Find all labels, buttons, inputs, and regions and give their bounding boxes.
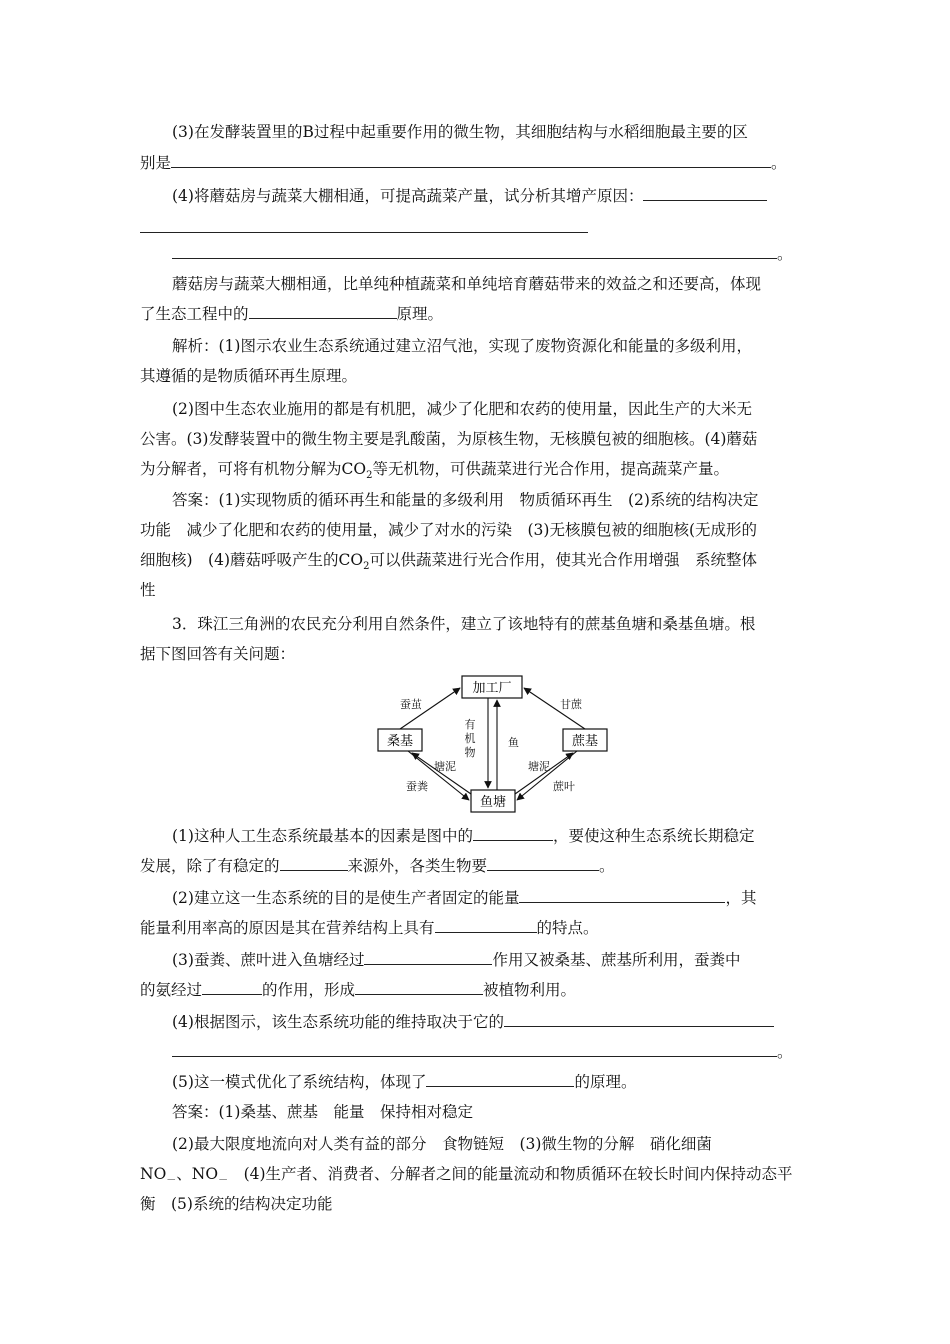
q2-part4-line1 <box>172 186 844 206</box>
q3-stem-line2: 据下图回答有关问题： <box>140 645 296 663</box>
q3-part2-line1 <box>172 888 844 908</box>
mud-label-left: 塘泥 <box>434 760 456 773</box>
q3-part1-line2 <box>140 856 812 876</box>
answer-blank <box>202 980 262 995</box>
silkworm-dung-label: 蚕粪 <box>406 780 428 793</box>
organic-label-2: 机 <box>464 732 476 745</box>
answer-blank <box>355 980 483 995</box>
answer2-line4: 性 <box>140 581 156 599</box>
answer2-line3 <box>140 550 812 577</box>
answer2-line3-post: 可以供蔬菜进行光合作用，使其光合作用增强 系统整体 <box>369 551 757 569</box>
q3-part5-post: 的原理。 <box>574 1073 637 1091</box>
analysis-line5-pre: 为分解者，可将有机物分解为CO <box>140 460 367 478</box>
sugarcane-box <box>563 729 607 751</box>
mud-label-right: 塘泥 <box>528 760 550 773</box>
q3-part3-line1 <box>172 950 844 970</box>
q2-part5-line2 <box>140 304 812 324</box>
q3-part2-line2 <box>140 918 812 938</box>
answer2-line1: 答案：(1)实现物质的循环再生和能量的多级利用 物质循环再生 (2)系统的结构决定 <box>172 491 759 509</box>
q3-part1-line1 <box>172 826 844 846</box>
mulberry-label: 桑基 <box>386 734 414 749</box>
answer3-sub1: － <box>166 1175 177 1187</box>
q3-part1b-pre: 发展，除了有稳定的 <box>140 857 280 875</box>
q2-part5-prefix: 了生态工程中的 <box>140 305 249 323</box>
mulberry-sugarcane-fishpond-diagram <box>370 672 620 818</box>
answer3-no2: 、NO <box>176 1165 219 1183</box>
q3-part2-pre: (2)建立这一生态系统的目的是使生产者固定的能量 <box>172 889 520 907</box>
q2-part4-text: (4)将蘑菇房与蔬菜大棚相通，可提高蔬菜产量，试分析其增产原因： <box>172 187 644 205</box>
analysis-line1: 解析：(1)图示农业生态系统通过建立沼气池，实现了废物资源化和能量的多级利用， <box>172 337 752 355</box>
q3-part4-line1 <box>172 1012 844 1032</box>
q3-part5-line <box>172 1072 844 1092</box>
q3-part1b-mid: 来源外，各类生物要 <box>347 857 488 875</box>
q3-part4-text: (4)根据图示，该生态系统功能的维持取决于它的 <box>172 1013 504 1031</box>
answer-blank <box>519 888 725 903</box>
pond-label: 鱼塘 <box>479 795 507 810</box>
mulberry-box <box>378 729 422 751</box>
analysis-line2: 其遵循的是物质循环再生原理。 <box>140 367 358 385</box>
period: 。 <box>777 245 793 263</box>
organic-label-1: 有 <box>464 718 476 731</box>
q2-part3-line2 <box>140 153 812 173</box>
answer3-line3 <box>140 1164 812 1191</box>
answer-blank <box>364 950 492 965</box>
answer-blank <box>172 244 777 259</box>
q3-part3-post: 作用又被桑基、蔗基所利用，蚕粪中 <box>492 951 741 969</box>
answer-blank <box>643 186 767 201</box>
pond-box <box>471 790 515 812</box>
cocoon-label: 蚕茧 <box>400 698 422 711</box>
q2-part5-suffix: 原理。 <box>396 305 444 323</box>
cane-label: 甘蔗 <box>560 698 582 711</box>
analysis-line5-post: 等无机物，可供蔬菜进行光合作用，提高蔬菜产量。 <box>372 460 729 478</box>
cane-leaf-label: 蔗叶 <box>553 780 575 793</box>
q3-part3-line2 <box>140 980 812 1000</box>
answer-blank <box>473 826 553 841</box>
answer-blank <box>171 153 771 168</box>
answer3-line2: (2)最大限度地流向对人类有益的部分 食物链短 (3)微生物的分解 硝化细菌 <box>172 1135 712 1153</box>
answer3-line1: 答案：(1)桑基、蔗基 能量 保持相对稳定 <box>172 1103 473 1121</box>
q3-part3b-post: 被植物利用。 <box>483 981 577 999</box>
q3-part2b-post: 的特点。 <box>536 919 599 937</box>
q2-part3-prefix: 别是 <box>140 154 172 172</box>
fish-label: 鱼 <box>508 736 519 749</box>
answer2-line2: 功能 减少了化肥和农药的使用量，减少了对水的污染 (3)无核膜包被的细胞核(无成形的 <box>140 521 758 539</box>
answer2-line3-sub: 2 <box>363 561 370 573</box>
q3-part2-post: ，其 <box>725 889 757 907</box>
answer3-line3-post: (4)生产者、消费者、分解者之间的能量流动和物质循环在较长时间内保持动态平 <box>228 1165 793 1183</box>
organic-label-3: 物 <box>464 746 476 759</box>
q3-stem-line1: 3．珠江三角洲的农民充分利用自然条件，建立了该地特有的蔗基鱼塘和桑基鱼塘。根 <box>172 615 756 633</box>
answer-blank <box>426 1072 574 1087</box>
analysis-line5-sub: 2 <box>366 470 373 482</box>
answer-blank <box>435 918 537 933</box>
answer2-line3-pre: 细胞核) (4)蘑菇呼吸产生的CO <box>140 551 364 569</box>
answer-blank <box>280 856 348 871</box>
answer-blank <box>487 856 599 871</box>
period: 。 <box>777 1043 793 1061</box>
analysis-line4: 公害。(3)发酵装置中的微生物主要是乳酸菌，为原核生物，无核膜包被的细胞核。(4)蘑菇 <box>140 430 758 448</box>
q3-part1b-post: 。 <box>599 857 615 875</box>
q2-part5-line1: 蘑菇房与蔬菜大棚相通，比单纯种植蔬菜和单纯培育蘑菇带来的效益之和还要高，体现 <box>172 275 762 293</box>
answer3-sub2: － <box>218 1175 229 1187</box>
q3-part4-line2 <box>172 1042 844 1062</box>
q3-part3b-pre: 的氨经过 <box>140 981 203 999</box>
sugarcane-label: 蔗基 <box>571 734 599 749</box>
factory-box <box>462 676 522 698</box>
answer-blank <box>172 1042 777 1057</box>
answer-blank-line <box>140 232 588 233</box>
q3-part1-post: ，要使这种生态系统长期稳定 <box>552 827 755 845</box>
q3-part5-pre: (5)这一模式优化了系统结构，体现了 <box>172 1073 427 1091</box>
analysis-line5 <box>140 459 812 486</box>
answer-blank <box>249 304 397 319</box>
answer-blank <box>504 1012 774 1027</box>
answer3-line4: 衡 (5)系统的结构决定功能 <box>140 1195 333 1213</box>
q3-part2b-pre: 能量利用率高的原因是其在营养结构上具有 <box>140 919 435 937</box>
period: 。 <box>771 154 787 172</box>
factory-label: 加工厂 <box>472 681 512 696</box>
q3-part3b-mid: 的作用，形成 <box>262 981 356 999</box>
q3-part1-pre: (1)这种人工生态系统最基本的因素是图中的 <box>172 827 473 845</box>
q2-part3-line1: (3)在发酵装置里的B过程中起重要作用的微生物，其细胞结构与水稻细胞最主要的区 <box>172 123 748 141</box>
q3-part3-pre: (3)蚕粪、蔗叶进入鱼塘经过 <box>172 951 365 969</box>
q2-part4-line3 <box>172 244 844 264</box>
answer3-no3: NO <box>140 1165 167 1183</box>
analysis-line3: (2)图中生态农业施用的都是有机肥，减少了化肥和农药的使用量，因此生产的大米无 <box>172 400 752 418</box>
